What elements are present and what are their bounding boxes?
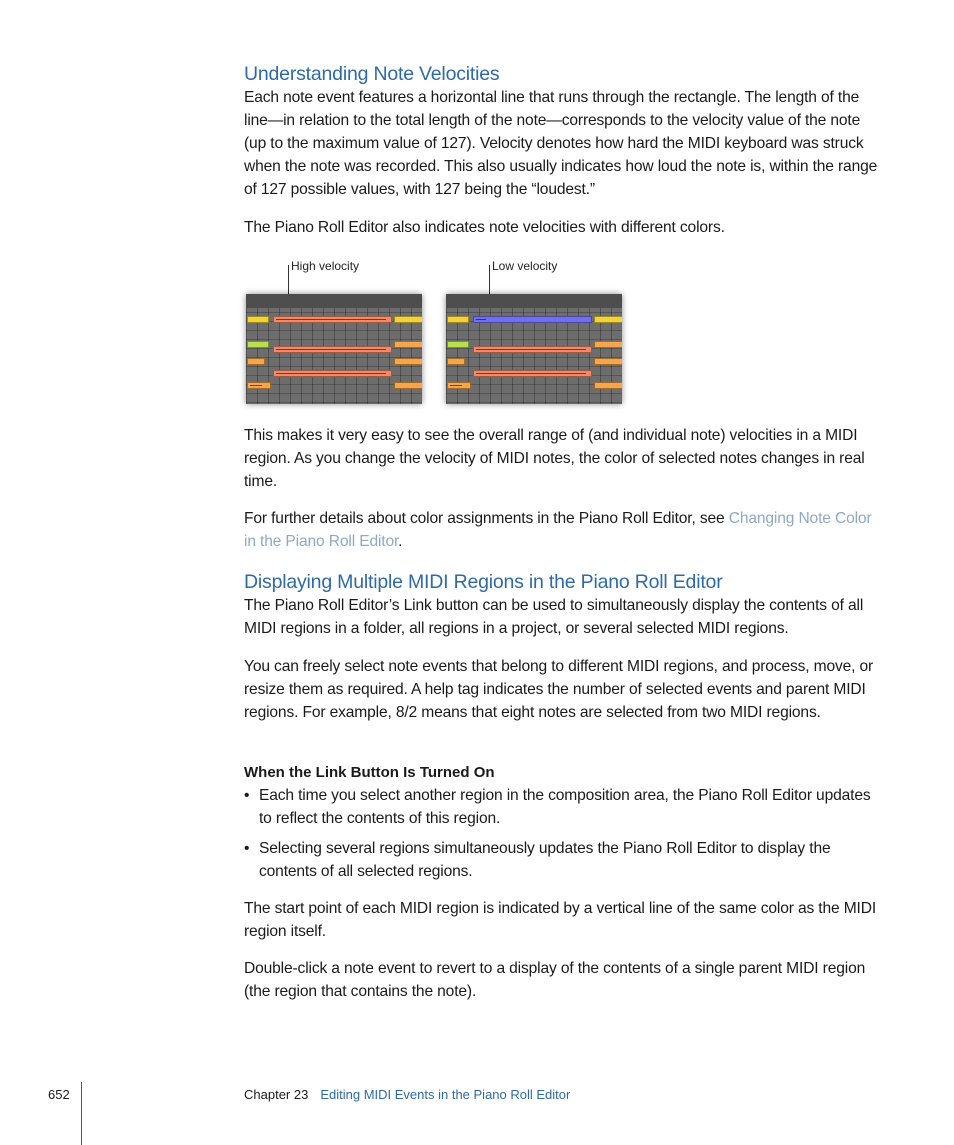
label-high-velocity: High velocity: [291, 259, 360, 273]
section-link-button: [244, 761, 880, 883]
list-item-text: Selecting several regions simultaneously updates the Piano Roll Editor to display the contents of all selected regions.: [259, 840, 831, 880]
label-low-velocity: Low velocity: [492, 259, 558, 273]
heading-note-velocities: Understanding Note Velocities: [244, 63, 500, 85]
paragraph: Each note event features a horizontal line that runs through the rectangle. The length of the line—in relation to the total length of the note—corresponds to the velocity value of the note (up to the maximum value of 127). Velocity denotes how hard the MIDI keyboard was struck when the note was recorded. This also usually indicates how loud the note is, within the range of 127 possible values, with 127 being the “loudest.”: [244, 89, 878, 198]
link-changing-note-color[interactable]: Changing Note Color in the Piano Roll Editor: [244, 510, 872, 550]
text-span: .: [398, 533, 403, 550]
ruler-bar: [446, 294, 622, 308]
section-multiple-regions: [244, 570, 880, 640]
list-item: [244, 784, 880, 830]
paragraph: The start point of each MIDI region is indicated by a vertical line of the same color as the MIDI region itself.: [244, 900, 877, 940]
paragraph: Double-click a note event to revert to a display of the contents of a single parent MIDI region (the region that contains the note).: [244, 960, 866, 1000]
note-event-high-velocity: [273, 346, 392, 353]
note-event: [247, 382, 271, 389]
paragraph: [244, 507, 880, 553]
note-event: [594, 358, 622, 365]
footer-chapter: [244, 1087, 570, 1103]
note-event: [394, 358, 422, 365]
section-further-details: [244, 507, 880, 553]
piano-roll-high-velocity: [246, 294, 422, 404]
note-event-high-velocity: [473, 346, 592, 353]
paragraph: This makes it very easy to see the overall range of (and individual note) velocities in a MIDI region. As you change the velocity of MIDI notes, the color of selected notes changes in real time.: [244, 427, 865, 490]
section-colors-intro: [244, 216, 880, 239]
note-event-high-velocity: [273, 316, 392, 323]
bullet-icon: •: [244, 787, 250, 804]
note-event: [447, 382, 471, 389]
note-event: [394, 382, 422, 389]
note-event: [447, 316, 469, 323]
bullet-icon: •: [244, 840, 250, 857]
paragraph: The Piano Roll Editor’s Link button can be used to simultaneously display the contents of all MIDI regions in a folder, all regions in a project, or several selected MIDI regions.: [244, 597, 864, 637]
note-event: [247, 316, 269, 323]
subheading-link-button: When the Link Button Is Turned On: [244, 764, 495, 781]
section-velocity-range: [244, 424, 880, 493]
chapter-title: Editing MIDI Events in the Piano Roll Editor: [320, 1087, 571, 1102]
piano-roll-low-velocity: [446, 294, 622, 404]
note-event: [594, 316, 622, 323]
section-note-velocities: [244, 62, 880, 201]
paragraph: The Piano Roll Editor also indicates note velocities with different colors.: [244, 219, 725, 236]
bullet-list: [244, 784, 880, 883]
note-event: [247, 358, 265, 365]
page-number: 652: [48, 1087, 70, 1102]
note-event: [447, 358, 465, 365]
chapter-number: Chapter 23: [244, 1087, 309, 1102]
note-event: [594, 341, 622, 348]
text-span: For further details about color assignments in the Piano Roll Editor, see: [244, 510, 729, 527]
list-item-text: Each time you select another region in the composition area, the Piano Roll Editor updates to reflect the contents of this region.: [259, 787, 871, 827]
note-event: [247, 341, 269, 348]
note-event: [447, 341, 469, 348]
heading-multiple-regions: Displaying Multiple MIDI Regions in the Piano Roll Editor: [244, 571, 723, 593]
note-event: [394, 316, 422, 323]
section-select-events: [244, 655, 880, 724]
ruler-bar: [246, 294, 422, 308]
section-double-click: [244, 957, 880, 1003]
footer-divider: [81, 1082, 82, 1145]
paragraph: You can freely select note events that belong to different MIDI regions, and process, move, or resize them as required. A help tag indicates the number of selected events and parent MIDI regions. For example, 8/2 means that eight notes are selected from two MIDI regions.: [244, 658, 874, 721]
note-event-high-velocity: [473, 370, 592, 377]
note-event-low-velocity: [473, 316, 592, 323]
note-event-high-velocity: [273, 370, 392, 377]
list-item: [244, 837, 880, 883]
section-start-point: [244, 897, 880, 943]
note-event: [594, 382, 622, 389]
note-event: [394, 341, 422, 348]
